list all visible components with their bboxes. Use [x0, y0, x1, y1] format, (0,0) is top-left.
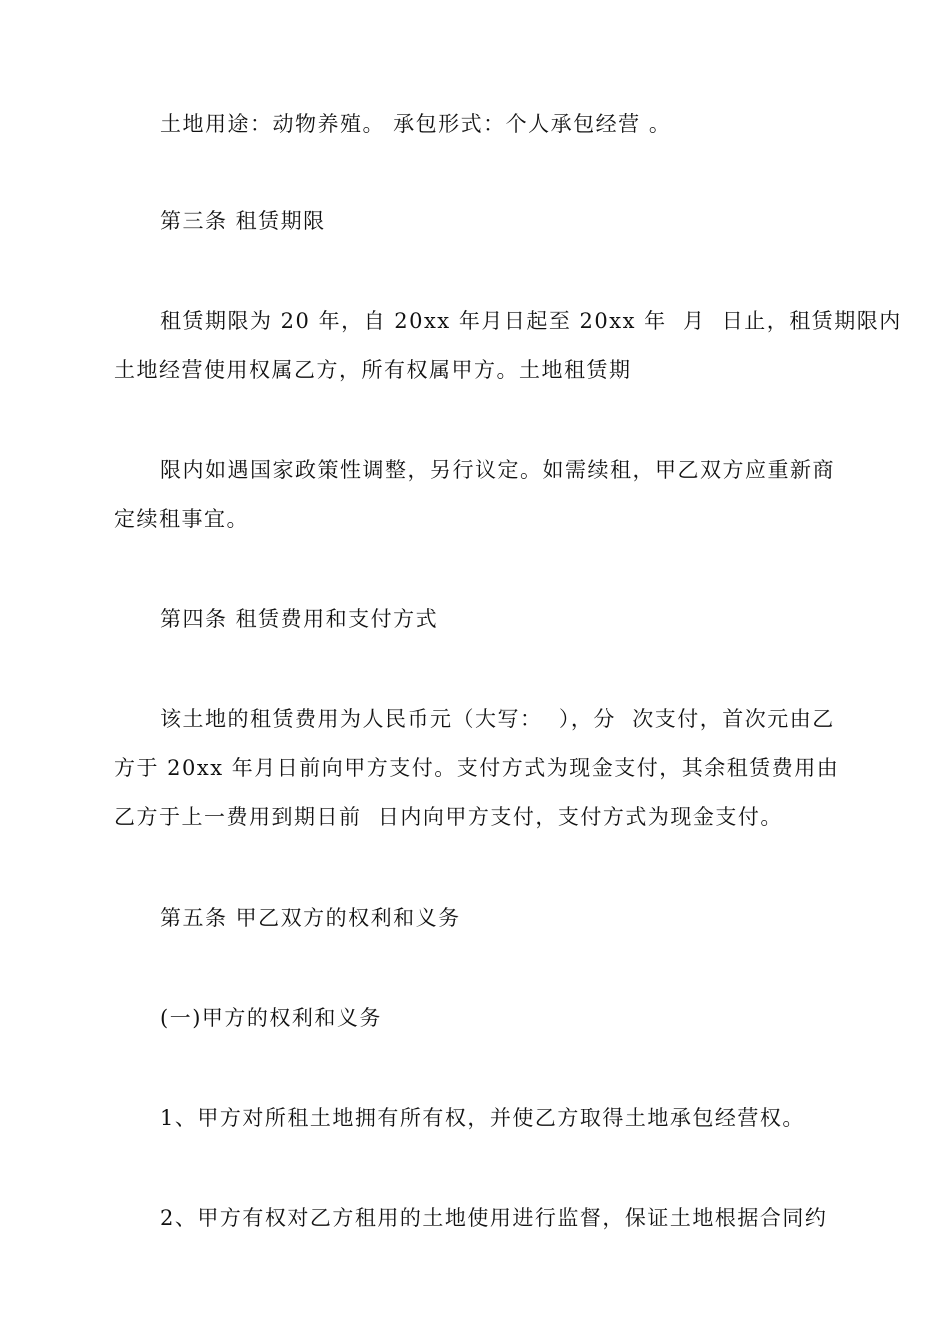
section-party-a-heading: (一)甲方的权利和义务	[160, 1006, 382, 1030]
article-4-text-line-3: 乙方于上一费用到期日前 日内向甲方支付，支付方式为现金支付。	[114, 805, 783, 829]
paragraph-land-use: 土地用途：动物养殖。 承包形式：个人承包经营 。	[160, 112, 672, 136]
article-4-text-line-1: 该土地的租赁费用为人民币元（大写： ），分 次支付，首次元由乙	[160, 707, 835, 731]
article-5-heading: 第五条 甲乙双方的权利和义务	[160, 906, 461, 930]
article-3-text-line-4: 定续租事宜。	[114, 507, 249, 531]
article-3-text-line-1: 租赁期限为 20 年，自 20xx 年月日起至 20xx 年 月 日止，租赁期限内	[160, 309, 902, 333]
article-3-text-line-3: 限内如遇国家政策性调整，另行议定。如需续租，甲乙双方应重新商	[160, 458, 835, 482]
article-4-heading: 第四条 租赁费用和支付方式	[160, 607, 439, 631]
article-3-text-line-2: 土地经营使用权属乙方，所有权属甲方。土地租赁期	[114, 358, 632, 382]
party-a-item-1: 1、甲方对所租土地拥有所有权，并使乙方取得土地承包经营权。	[160, 1106, 805, 1130]
party-a-item-2: 2、甲方有权对乙方租用的土地使用进行监督，保证土地根据合同约	[160, 1206, 828, 1230]
article-4-text-line-2: 方于 20xx 年月日前向甲方支付。支付方式为现金支付，其余租赁费用由	[114, 756, 840, 780]
article-3-heading: 第三条 租赁期限	[160, 209, 326, 233]
